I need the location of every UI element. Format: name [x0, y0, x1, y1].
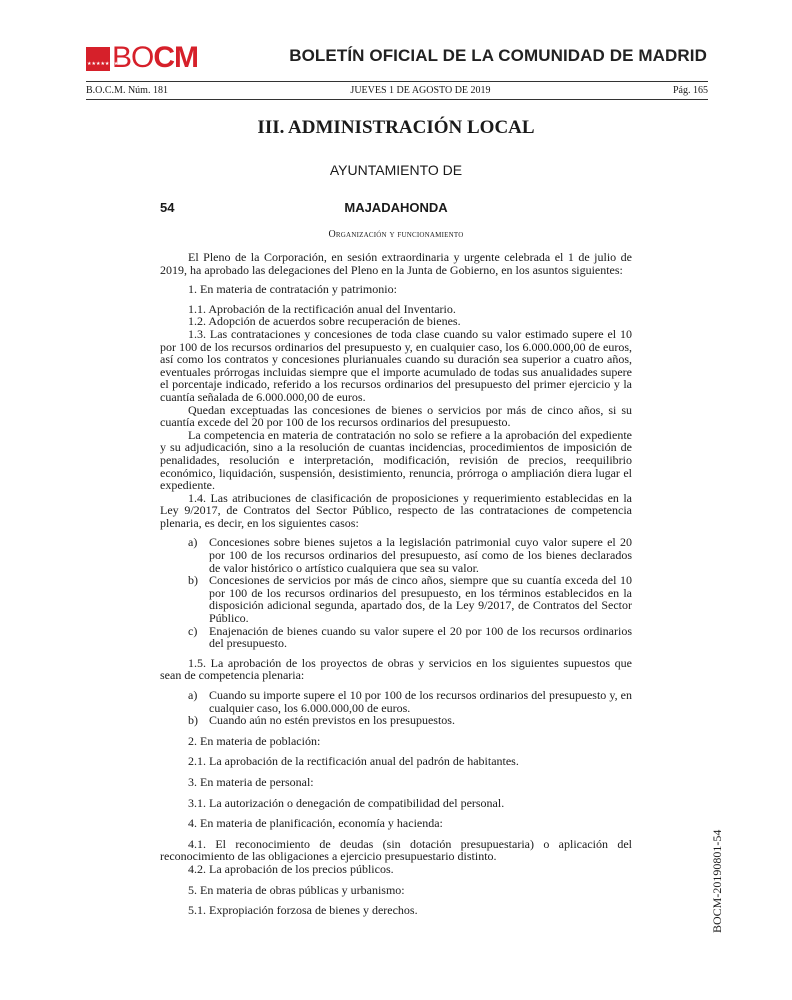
list-item-label: c) [188, 623, 198, 638]
paragraph-1-3-competence: La competencia en materia de contratación no solo se refiere a la aprobación del expediente y su adjudicación, sino a la resolución de cuantas incidencias, procedimientos de imposición de penalidades, resolución e interpretación, modificación, revisión de precios, reequilibrio económico, liquidación, suspensión, desistimiento, renuncia, prórroga o ampliación diera lugar el expediente. [160, 427, 632, 493]
list-item-label: a) [188, 535, 198, 550]
list-item-text: Cuando aún no estén previstos en los presupuestos. [209, 713, 455, 728]
list-item [160, 625, 632, 650]
paragraph-1-4: 1.4. Las atribuciones de clasificación de proposiciones y requerimiento establecidas en la Ley 9/2017, de Contratos del Sector Público, respecto de las contrataciones de competencia plenaria, es decir, en los siguientes casos: [160, 490, 632, 530]
list-item [160, 689, 632, 714]
logo-stars: ★★★★★★★ [87, 62, 119, 67]
heading-1: 1. En materia de contratación y patrimonio: [188, 282, 397, 297]
list-item [160, 574, 632, 624]
header-rule-bottom [86, 99, 708, 100]
logo-text-bo: BO [112, 41, 154, 74]
heading-2: 2. En materia de población: [188, 733, 321, 748]
list-item-text: Enajenación de bienes cuando su valor supere el 20 por 100 de los recursos ordinarios del presupuesto. [209, 623, 632, 651]
paragraph-5-1: 5.1. Expropiación forzosa de bienes y derechos. [188, 903, 418, 918]
paragraph-4-1: 4.1. El reconocimiento de deudas (sin dotación presupuestaria) o aplicación del reconocimiento de las obligaciones a ejercicio presupuestario distinto. [160, 836, 632, 864]
subject-heading: Organización y funcionamiento [328, 229, 464, 240]
list-item-label: b) [188, 573, 198, 588]
page-number: Pág. 165 [673, 85, 708, 96]
heading-3: 3. En materia de personal: [188, 774, 314, 789]
logo-text-cm: CM [153, 41, 199, 74]
list-item [160, 714, 632, 727]
paragraph-3-1: 3.1. La autorización o denegación de compatibilidad del personal. [188, 795, 505, 810]
bocm-logo [86, 43, 198, 73]
bulletin-title: BOLETÍN OFICIAL DE LA COMUNIDAD DE MADRID [289, 46, 707, 65]
organization-name: MAJADAHONDA [344, 200, 448, 215]
paragraph-2-1: 2.1. La aprobación de la rectificación anual del padrón de habitantes. [188, 754, 519, 769]
entry-number: 54 [160, 200, 175, 215]
organization-prefix: AYUNTAMIENTO DE [329, 162, 463, 178]
paragraph-1-3: 1.3. Las contrataciones y concesiones de toda clase cuando su valor estimado supere el 10 por 100 de los recursos ordinarios del presupuesto y, en cualquier caso, los 6.000.000,00 de euros, así como los contratos y concesiones plurianuales cuando su duración sea superior a cuatro años, eventuales prórrogas incluidas siempre que el importe acumulado de todas sus anualidades supere el porcentaje indicado, referido a los recursos ordinarios del presupuesto del primer ejercicio y la cuantía señalada de 6.000.000,00 de euros. [160, 326, 632, 404]
madrid-flag-icon [86, 47, 119, 71]
list-item [160, 536, 632, 574]
list-1-4 [160, 536, 632, 649]
list-item-text: Concesiones sobre bienes sujetos a la legislación patrimonial cuyo valor supere el 20 por 100 de los recursos ordinarios del presupuesto, así como de los bienes declarados de valor histórico o artístico cualquiera que sea su valor. [209, 535, 632, 575]
paragraph-1-5: 1.5. La aprobación de los proyectos de obras y servicios en los siguientes supuestos que sean de competencia plenaria: [160, 655, 632, 683]
section-title: III. ADMINISTRACIÓN LOCAL [257, 117, 535, 138]
list-item-text: Cuando su importe supere el 10 por 100 de los recursos ordinarios del presupuesto y, en cualquier caso, los 6.000.000,00 de euros. [209, 688, 632, 715]
paragraph-1-1: 1.1. Aprobación de la rectificación anual del Inventario. [188, 301, 456, 316]
paragraph-4-2: 4.2. La aprobación de los precios públicos. [188, 861, 394, 876]
intro-paragraph: El Pleno de la Corporación, en sesión extraordinaria y urgente celebrada el 1 de julio de 2019, ha aprobado las delegaciones del Pleno en la Junta de Gobierno, en los asuntos siguientes: [160, 250, 632, 277]
issue-date: JUEVES 1 DE AGOSTO DE 2019 [350, 85, 491, 96]
issue-meta-line [86, 85, 708, 96]
issue-number: B.O.C.M. Núm. 181 [86, 85, 168, 96]
header-rule-top [86, 81, 708, 82]
document-body [160, 251, 632, 917]
heading-4: 4. En materia de planificación, economía y hacienda: [188, 816, 443, 831]
list-item-text: Concesiones de servicios por más de cinco años, siempre que su cuantía exceda del 10 por 100 de los recursos ordinarios del presupuesto, en los términos establecidos en la disposición adicional segunda, apartado dos, de la Ley 9/2017, de Contratos del Sector Público. [209, 573, 632, 626]
list-1-5 [160, 689, 632, 727]
document-code: BOCM-20190801-54 [710, 829, 724, 933]
heading-5: 5. En materia de obras públicas y urbanismo: [188, 882, 405, 897]
list-item-label: b) [188, 713, 198, 728]
paragraph-1-3-exceptions: Quedan exceptuadas las concesiones de bienes o servicios por más de cinco años, si su cuantía excede del 20 por 100 de los recursos ordinarios del presupuesto. [160, 402, 632, 430]
list-item-label: a) [188, 688, 198, 702]
paragraph-1-2: 1.2. Adopción de acuerdos sobre recuperación de bienes. [188, 314, 461, 329]
